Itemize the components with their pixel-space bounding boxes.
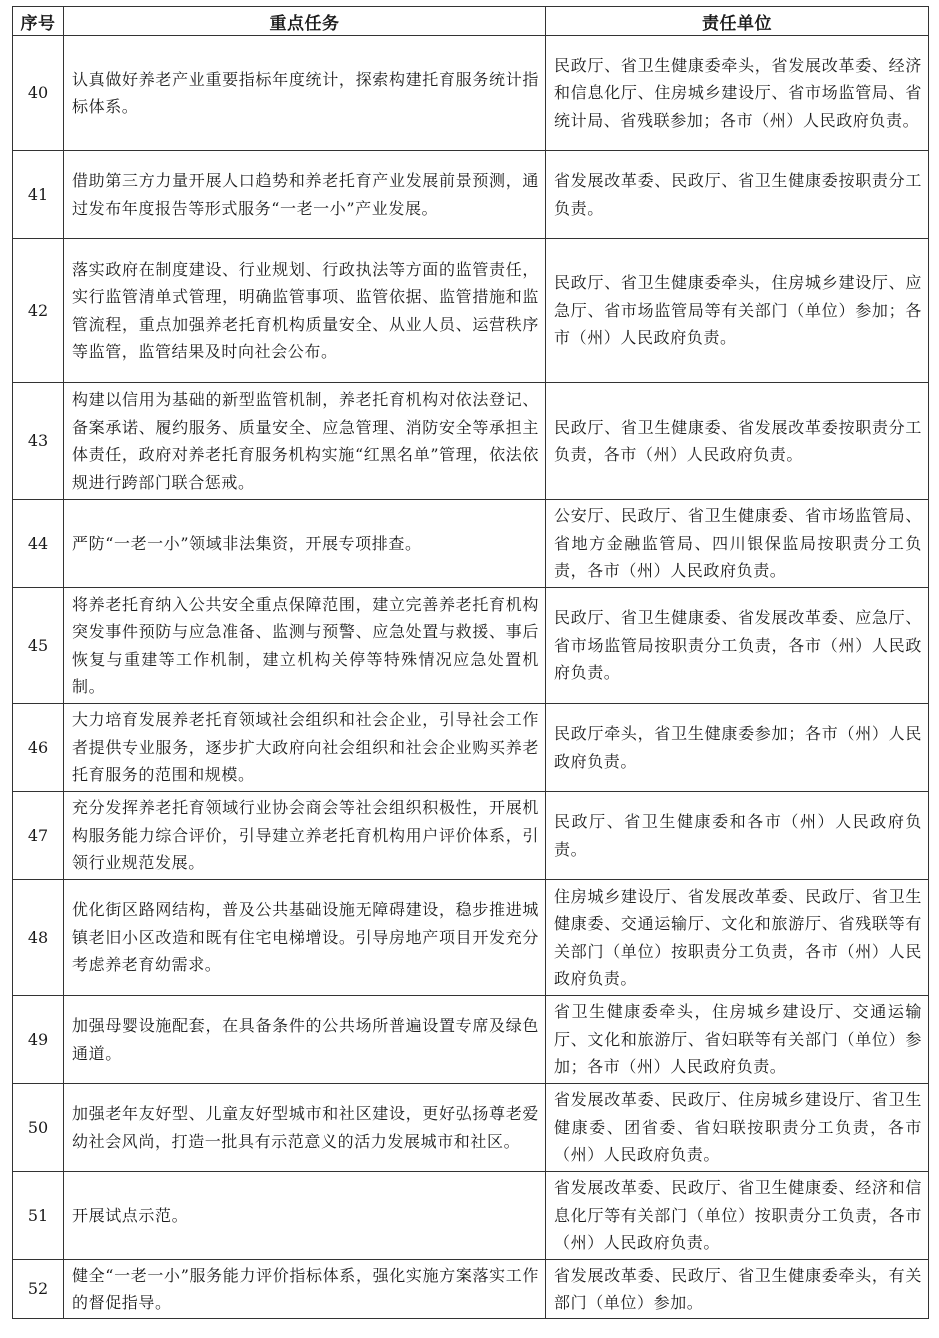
- table-row: [13, 792, 929, 880]
- table-row: [13, 996, 929, 1084]
- row-index: 43: [13, 383, 64, 500]
- row-task: 加强母婴设施配套，在具备条件的公共场所普遍设置专席及绿色通道。: [64, 996, 546, 1084]
- row-unit: 公安厅、民政厅、省卫生健康委、省市场监管局、省地方金融监管局、四川银保监局按职责分工负责，各市（州）人民政府负责。: [546, 500, 929, 588]
- row-task: 开展试点示范。: [64, 1172, 546, 1260]
- row-task: 认真做好养老产业重要指标年度统计，探索构建托育服务统计指标体系。: [64, 36, 546, 151]
- row-task: 落实政府在制度建设、行业规划、行政执法等方面的监管责任，实行监管清单式管理，明确监管事项、监管依据、监管措施和监管流程，重点加强养老托育机构质量安全、从业人员、运营秩序等监管，监管结果及时向社会公布。: [64, 239, 546, 383]
- row-unit: 民政厅牵头，省卫生健康委参加；各市（州）人民政府负责。: [546, 704, 929, 792]
- row-unit: 省卫生健康委牵头，住房城乡建设厅、交通运输厅、文化和旅游厅、省妇联等有关部门（单位）参加；各市（州）人民政府负责。: [546, 996, 929, 1084]
- row-index: 41: [13, 151, 64, 239]
- table-row: [13, 704, 929, 792]
- row-task: 优化街区路网结构，普及公共基础设施无障碍建设，稳步推进城镇老旧小区改造和既有住宅电梯增设。引导房地产项目开发充分考虑养老育幼需求。: [64, 880, 546, 996]
- header-unit: 责任单位: [546, 7, 929, 36]
- row-unit: 省发展改革委、民政厅、住房城乡建设厅、省卫生健康委、团省委、省妇联按职责分工负责，各市（州）人民政府负责。: [546, 1084, 929, 1172]
- row-unit: 民政厅、省卫生健康委、省发展改革委按职责分工负责，各市（州）人民政府负责。: [546, 383, 929, 500]
- header-task: 重点任务: [64, 7, 546, 36]
- row-task: 健全“一老一小”服务能力评价指标体系，强化实施方案落实工作的督促指导。: [64, 1260, 546, 1319]
- row-task: 加强老年友好型、儿童友好型城市和社区建设，更好弘扬尊老爱幼社会风尚，打造一批具有示范意义的活力发展城市和社区。: [64, 1084, 546, 1172]
- row-index: 46: [13, 704, 64, 792]
- header-row: [13, 7, 929, 36]
- row-task: 构建以信用为基础的新型监管机制，养老托育机构对依法登记、备案承诺、履约服务、质量安全、应急管理、消防安全等承担主体责任，政府对养老托育服务机构实施“红黑名单”管理，依法依规进行跨部门联合惩戒。: [64, 383, 546, 500]
- row-index: 45: [13, 588, 64, 704]
- row-index: 48: [13, 880, 64, 996]
- row-unit: 省发展改革委、民政厅、省卫生健康委、经济和信息化厅等有关部门（单位）按职责分工负责，各市（州）人民政府负责。: [546, 1172, 929, 1260]
- table-row: [13, 36, 929, 151]
- row-unit: 省发展改革委、民政厅、省卫生健康委按职责分工负责。: [546, 151, 929, 239]
- table-row: [13, 588, 929, 704]
- table-row: [13, 1084, 929, 1172]
- row-index: 51: [13, 1172, 64, 1260]
- table-header: [13, 7, 929, 36]
- header-index: 序号: [13, 7, 64, 36]
- row-index: 44: [13, 500, 64, 588]
- row-unit: 住房城乡建设厅、省发展改革委、民政厅、省卫生健康委、交通运输厅、文化和旅游厅、省残联等有关部门（单位）按职责分工负责，各市（州）人民政府负责。: [546, 880, 929, 996]
- row-index: 42: [13, 239, 64, 383]
- table-row: [13, 1172, 929, 1260]
- table-row: [13, 880, 929, 996]
- row-index: 50: [13, 1084, 64, 1172]
- table-row: [13, 383, 929, 500]
- row-unit: 省发展改革委、民政厅、省卫生健康委牵头，有关部门（单位）参加。: [546, 1260, 929, 1319]
- table-row: [13, 1260, 929, 1319]
- row-task: 大力培育发展养老托育领域社会组织和社会企业，引导社会工作者提供专业服务，逐步扩大政府向社会组织和社会企业购买养老托育服务的范围和规模。: [64, 704, 546, 792]
- table-body: [13, 36, 929, 1319]
- row-task: 借助第三方力量开展人口趋势和养老托育产业发展前景预测，通过发布年度报告等形式服务“一老一小”产业发展。: [64, 151, 546, 239]
- row-task: 将养老托育纳入公共安全重点保障范围，建立完善养老托育机构突发事件预防与应急准备、监测与预警、应急处置与救援、事后恢复与重建等工作机制，建立机构关停等特殊情况应急处置机制。: [64, 588, 546, 704]
- table-row: [13, 239, 929, 383]
- row-unit: 民政厅、省卫生健康委和各市（州）人民政府负责。: [546, 792, 929, 880]
- row-unit: 民政厅、省卫生健康委牵头，省发展改革委、经济和信息化厅、住房城乡建设厅、省市场监管局、省统计局、省残联参加；各市（州）人民政府负责。: [546, 36, 929, 151]
- row-unit: 民政厅、省卫生健康委牵头，住房城乡建设厅、应急厅、省市场监管局等有关部门（单位）参加；各市（州）人民政府负责。: [546, 239, 929, 383]
- row-index: 47: [13, 792, 64, 880]
- row-index: 49: [13, 996, 64, 1084]
- row-index: 40: [13, 36, 64, 151]
- row-task: 充分发挥养老托育领域行业协会商会等社会组织积极性，开展机构服务能力综合评价，引导建立养老托育机构用户评价体系，引领行业规范发展。: [64, 792, 546, 880]
- table-row: [13, 151, 929, 239]
- row-task: 严防“一老一小”领域非法集资，开展专项排查。: [64, 500, 546, 588]
- table-row: [13, 500, 929, 588]
- row-index: 52: [13, 1260, 64, 1319]
- row-unit: 民政厅、省卫生健康委、省发展改革委、应急厅、省市场监管局按职责分工负责，各市（州）人民政府负责。: [546, 588, 929, 704]
- task-table: [12, 6, 929, 1319]
